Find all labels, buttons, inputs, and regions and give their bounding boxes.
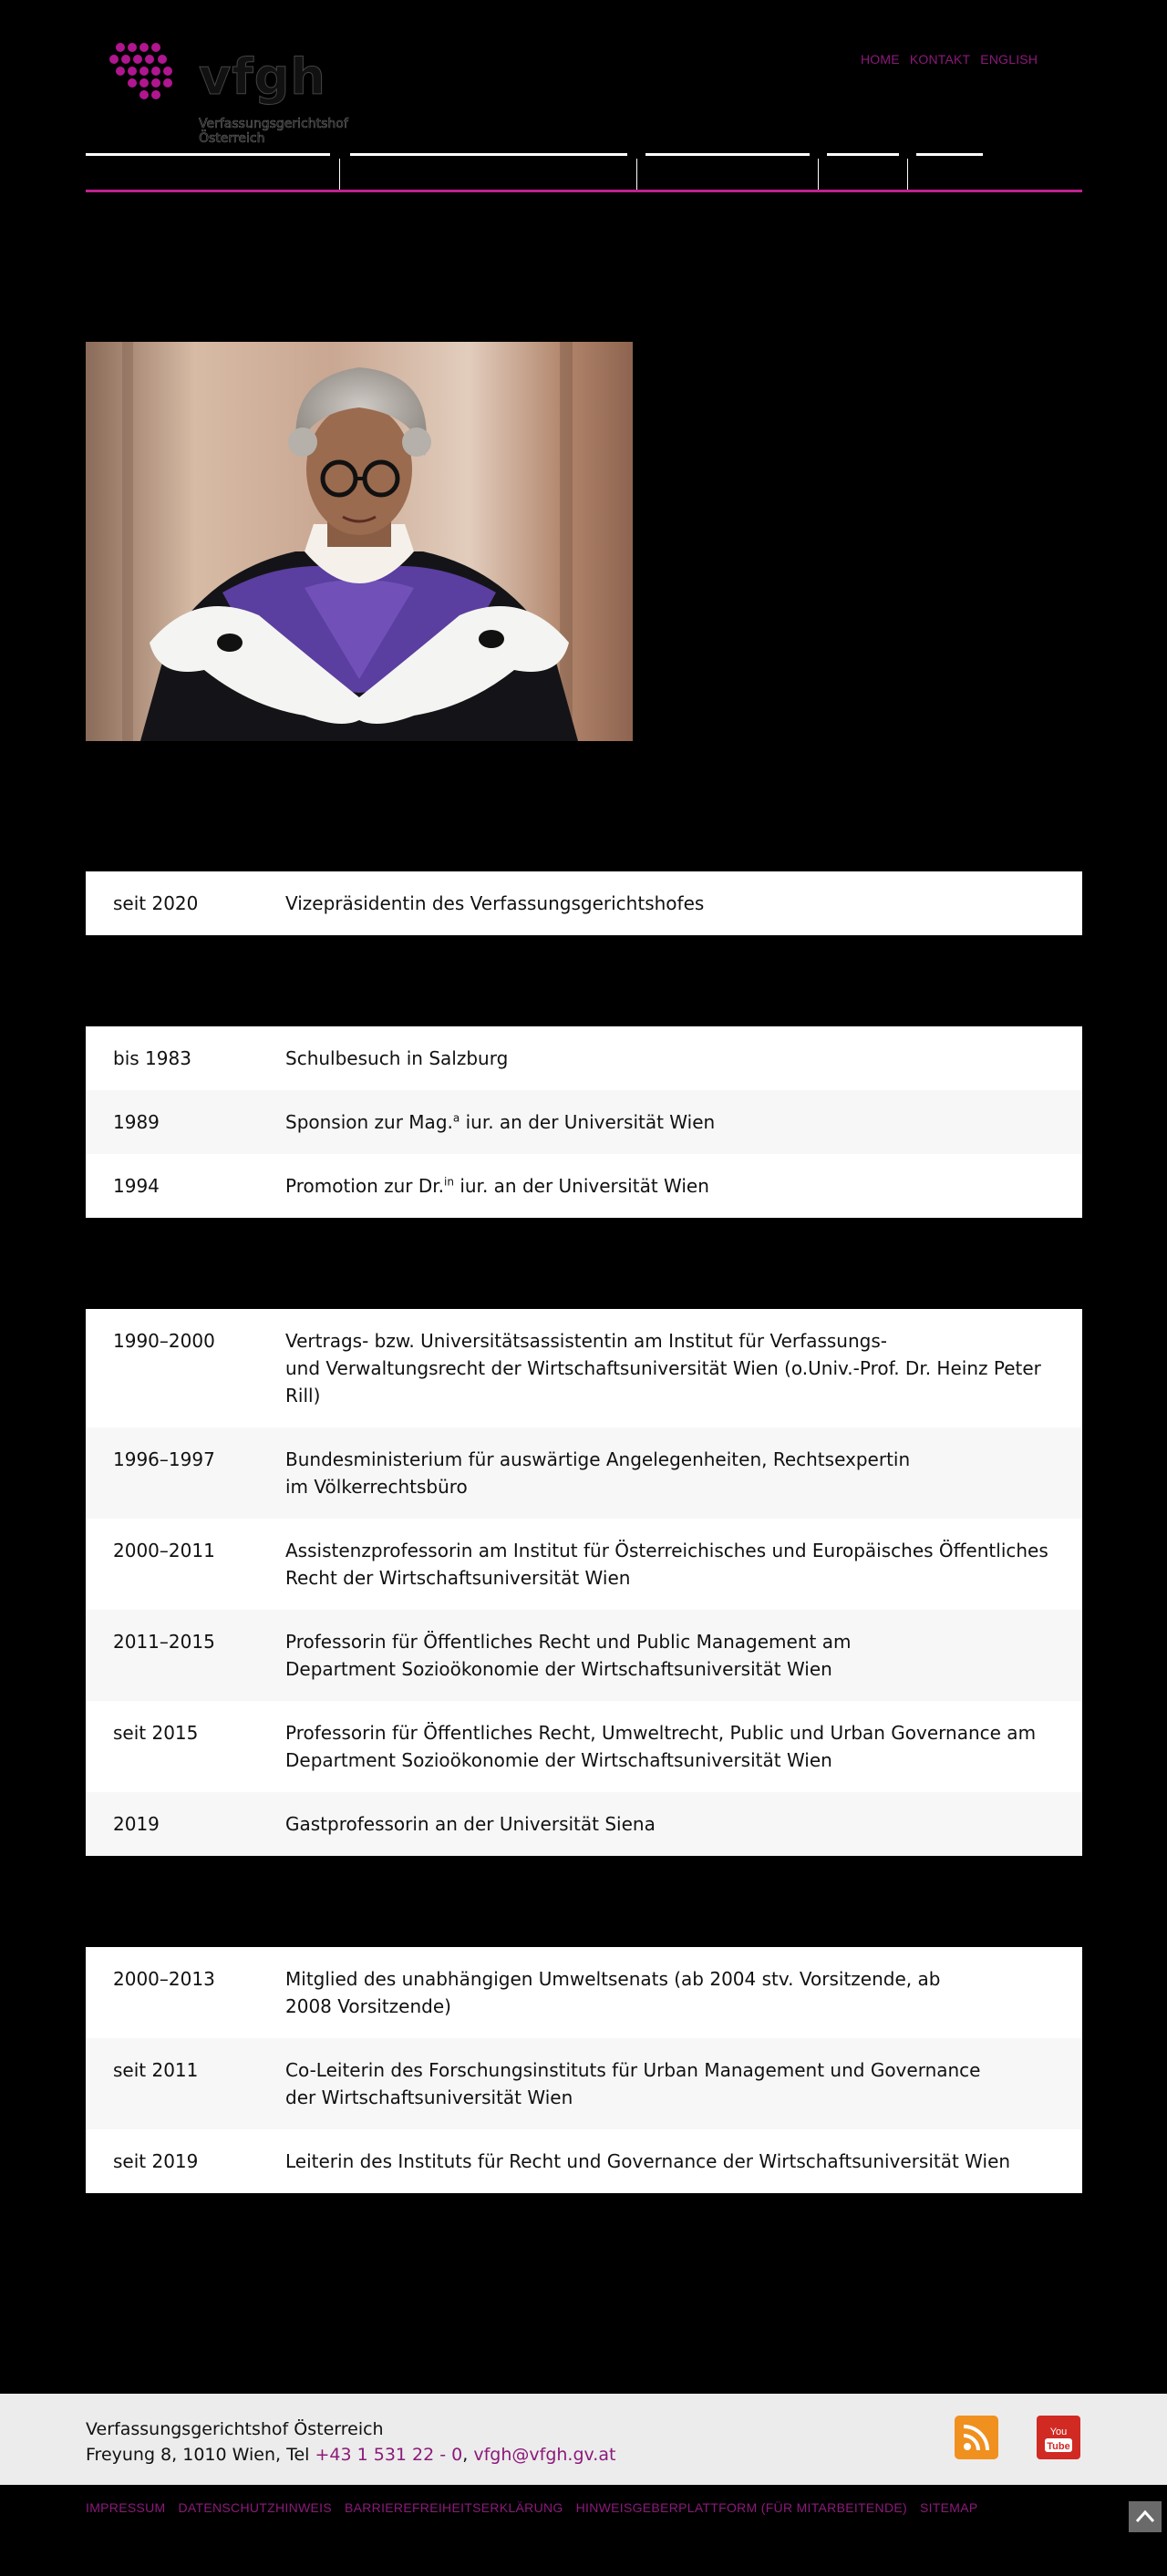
portrait-illustration — [86, 342, 633, 741]
footer-organisation-name: Verfassungsgerichtshof Österreich — [86, 2419, 384, 2439]
row-text-part: Promotion zur Dr. — [285, 1175, 445, 1197]
row-year: bis 1983 — [113, 1047, 191, 1069]
footer-address — [86, 2442, 615, 2468]
row-year: seit 2011 — [113, 2059, 199, 2081]
footer-email-link[interactable]: vfgh@vfgh.gv.at — [473, 2445, 616, 2465]
logo-dots-icon — [108, 42, 181, 102]
table-row — [86, 1309, 1082, 1427]
main-nav-separator — [339, 159, 340, 191]
main-nav-item-3[interactable] — [645, 153, 810, 190]
table-row — [86, 1519, 1082, 1610]
row-year: 2000–2013 — [113, 1968, 215, 1990]
footer-address-text: Freyung 8, 1010 Wien, Tel — [86, 2445, 315, 2465]
main-nav-separator — [818, 159, 819, 191]
legal-navigation — [86, 2500, 991, 2515]
row-text-line: Professorin für Öffentliches Recht, Umweltrecht, Public und Urban Governance am — [285, 1722, 1037, 1744]
row-text-part: iur. an der Universität Wien — [460, 1111, 716, 1133]
row-text-line: 2008 Vorsitzende) — [285, 1995, 451, 2017]
impressum-link[interactable]: IMPRESSUM — [86, 2500, 166, 2515]
row-text-line: Mitglied des unabhängigen Umweltsenats (ab 2004 stv. Vorsitzende, ab — [285, 1968, 941, 1990]
top-navigation — [861, 52, 1048, 67]
row-year: 2000–2011 — [113, 1540, 215, 1561]
row-year: 1994 — [113, 1175, 160, 1197]
row-text-part: iur. an der Universität Wien — [453, 1175, 709, 1197]
table-row — [86, 2038, 1082, 2129]
table-row — [86, 871, 1082, 935]
row-text-line: und Verwaltungsrecht der Wirtschaftsuniversität Wien (o.Univ.-Prof. Dr. Heinz Peter Rill) — [285, 1357, 1041, 1406]
portrait-image — [86, 342, 633, 741]
vfgh-logo[interactable] — [108, 42, 348, 160]
row-text — [285, 1108, 1082, 1136]
nav-english-link[interactable]: ENGLISH — [980, 52, 1038, 67]
sitemap-link[interactable]: SITEMAP — [919, 2500, 978, 2515]
rss-icon[interactable] — [955, 2416, 998, 2459]
row-text — [285, 2056, 1082, 2111]
chevron-up-icon — [1129, 2501, 1162, 2532]
row-year: 1990–2000 — [113, 1330, 215, 1352]
main-nav-underline — [86, 190, 1082, 192]
nav-home-link[interactable]: HOME — [861, 52, 900, 67]
main-nav-separator — [636, 159, 637, 191]
row-text — [285, 1965, 1082, 2020]
main-nav-item-2[interactable] — [350, 153, 627, 190]
logo-subtitle-line-2: Österreich — [199, 131, 265, 146]
table-row — [86, 1701, 1082, 1792]
youtube-icon-graphic — [1037, 2416, 1080, 2459]
site-header — [0, 0, 1167, 201]
logo-wordmark: vfgh — [199, 48, 326, 106]
timeline-table-functions — [86, 1947, 1082, 2193]
row-text-part: Sponsion zur Mag. — [285, 1111, 453, 1133]
main-nav-item-4[interactable] — [827, 153, 899, 190]
table-row — [86, 2129, 1082, 2193]
row-text: Vizepräsidentin des Verfassungsgerichtshofes — [285, 892, 705, 914]
svg-text:Tube: Tube — [1047, 2441, 1070, 2452]
timeline-table-education — [86, 1026, 1082, 1218]
svg-text:You: You — [1049, 2427, 1068, 2437]
row-text: Schulbesuch in Salzburg — [285, 1047, 509, 1069]
row-text — [285, 1628, 1082, 1683]
table-row — [86, 1947, 1082, 2038]
table-row — [86, 1610, 1082, 1701]
youtube-icon[interactable] — [1037, 2416, 1080, 2459]
row-text-line: Vertrags- bzw. Universitätsassistentin am Institut für Verfassungs- — [285, 1330, 887, 1352]
footer-separator: , — [462, 2445, 474, 2465]
site-footer — [0, 2394, 1167, 2485]
row-text — [285, 1446, 1082, 1500]
row-year: 2011–2015 — [113, 1631, 215, 1653]
datenschutz-link[interactable]: DATENSCHUTZHINWEIS — [178, 2500, 332, 2515]
row-year: 1989 — [113, 1111, 160, 1133]
row-text-line: im Völkerrechtsbüro — [285, 1476, 468, 1498]
table-row — [86, 1026, 1082, 1090]
row-year: 1996–1997 — [113, 1448, 215, 1470]
table-row — [86, 1090, 1082, 1154]
table-row — [86, 1792, 1082, 1856]
row-text — [285, 1327, 1082, 1409]
logo-subtitle-line-1: Verfassungsgerichtshof — [199, 117, 348, 131]
row-year: 2019 — [113, 1813, 160, 1835]
hinweisgeber-link[interactable]: HINWEISGEBERPLATTFORM (FÜR MITARBEITENDE) — [575, 2500, 907, 2515]
main-nav-separator — [907, 159, 908, 191]
table-row — [86, 1154, 1082, 1218]
rss-icon-graphic — [955, 2416, 998, 2459]
row-text — [285, 1719, 1082, 1774]
main-navigation — [86, 153, 1082, 193]
main-nav-item-5[interactable] — [916, 153, 983, 190]
row-text: Gastprofessorin an der Universität Siena — [285, 1813, 656, 1835]
row-text-superscript: a — [452, 1111, 460, 1125]
logo-subtitle — [199, 117, 348, 146]
row-year: seit 2019 — [113, 2150, 199, 2172]
timeline-table-current — [86, 871, 1082, 935]
main-nav-item-1[interactable] — [86, 153, 330, 190]
row-text-line: Department Sozioökonomie der Wirtschaftsuniversität Wien — [285, 1749, 832, 1771]
table-row — [86, 1427, 1082, 1519]
row-text-line: Bundesministerium für auswärtige Angelegenheiten, Rechtsexpertin — [285, 1448, 911, 1470]
row-year: seit 2020 — [113, 892, 199, 914]
row-text-line: Co-Leiterin des Forschungsinstituts für Urban Management und Governance — [285, 2059, 981, 2081]
row-text-line: Department Sozioökonomie der Wirtschaftsuniversität Wien — [285, 1658, 832, 1680]
row-text-superscript: in — [444, 1175, 454, 1189]
row-text-line: der Wirtschaftsuniversität Wien — [285, 2087, 573, 2108]
row-text: Leiterin des Instituts für Recht und Governance der Wirtschaftsuniversität Wien — [285, 2150, 1011, 2172]
barrierefreiheit-link[interactable]: BARRIEREFREIHEITSERKLÄRUNG — [344, 2500, 563, 2515]
nav-kontakt-link[interactable]: KONTAKT — [909, 52, 971, 67]
back-to-top-button[interactable] — [1129, 2501, 1162, 2532]
row-year: seit 2015 — [113, 1722, 199, 1744]
row-text — [285, 1172, 1082, 1200]
footer-phone-link[interactable]: +43 1 531 22 - 0 — [315, 2445, 463, 2465]
row-text: Assistenzprofessorin am Institut für Österreichisches und Europäisches Öffentliches Recht der Wirtschaftsuniversität Wien — [285, 1540, 1048, 1589]
row-text-line: Professorin für Öffentliches Recht und Public Management am — [285, 1631, 852, 1653]
timeline-table-career — [86, 1309, 1082, 1856]
